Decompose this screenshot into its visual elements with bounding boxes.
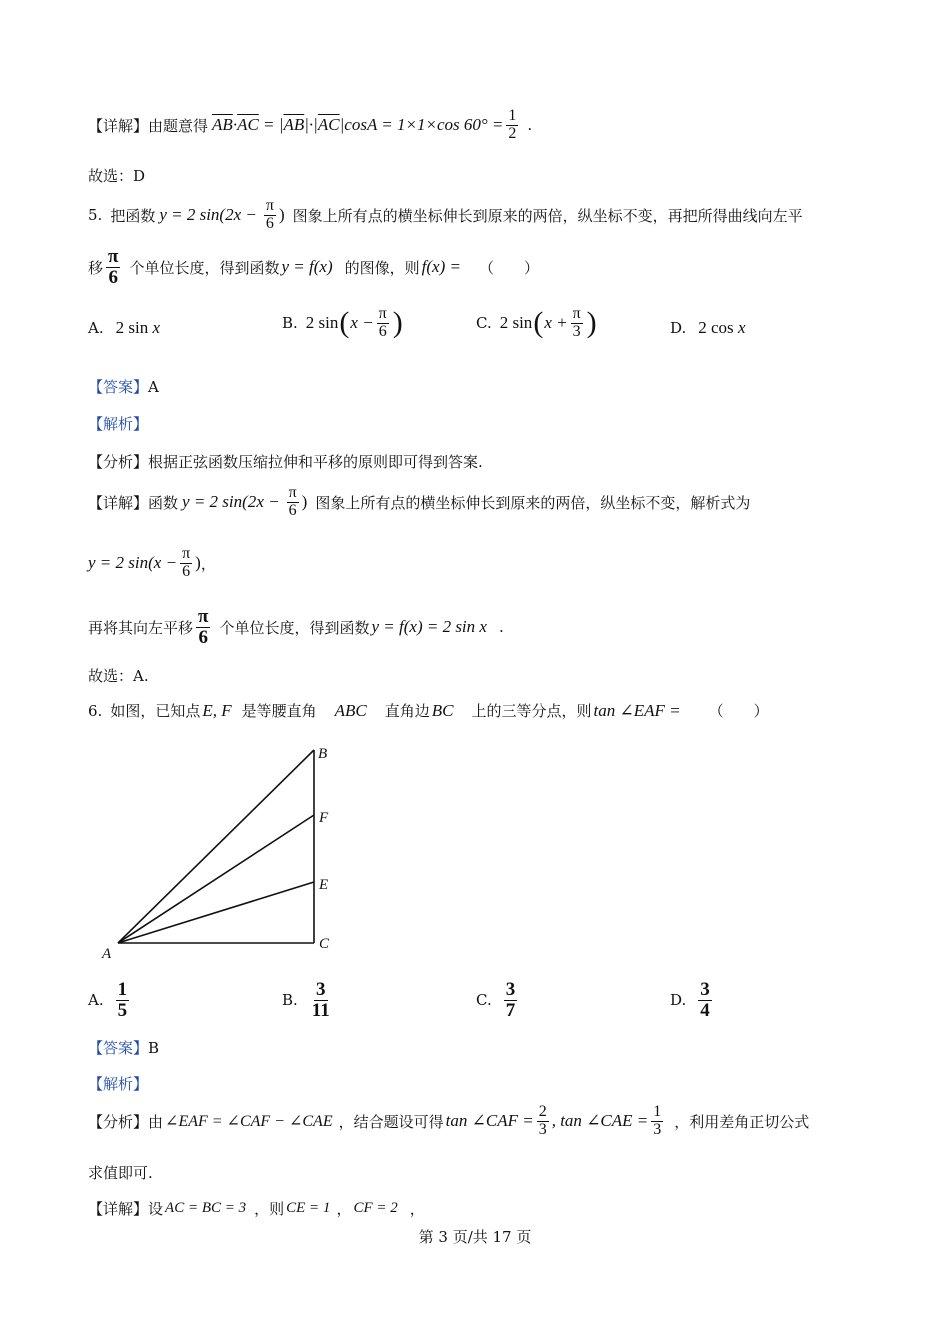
option-label: A.	[88, 319, 104, 337]
formula-dot-product: $\overline{AB}\cdot\overline{AC} = |\overline{AB}|\cdot|\overline{AC}|\cos A = 1\times 1\times\cos$ 60° =	[212, 115, 504, 135]
label-e: E	[319, 877, 329, 893]
q5-func: y = 2 sin(2x −	[159, 205, 257, 225]
q5-fx2: f(x) =	[421, 257, 461, 277]
q6-option-a[interactable]: A. $\frac{1}{5}$	[88, 979, 128, 1021]
fraction-pi-6: $\frac{\pi}{6}$	[182, 545, 191, 580]
q5-line2	[88, 247, 539, 288]
fraction-pi-6: $\frac{\pi}{6}$	[265, 197, 274, 232]
q6-option-c[interactable]: C. $\frac{3}{7}$	[476, 979, 516, 1021]
q6-line1: 6. 如图，已知点 E, F 是等腰直角 ABC 直角边 BC 上的三等分点，则 tan ∠EAF = （ ）	[88, 700, 769, 720]
q5-detail-line3: 再将其向左平移 $\frac{\pi}{6}$ 个单位长度，得到函数 y = f(x) = 2 sin x .	[88, 606, 504, 648]
triangle-figure	[96, 740, 366, 965]
q5-fenxi: 【分析】 根据正弦函数压缩拉伸和平移的原则即可得到答案.	[88, 453, 483, 471]
label-c: C	[319, 936, 330, 952]
fraction-one-half: $\frac{1}{2}$	[508, 107, 517, 142]
formula-end: .	[527, 116, 533, 135]
q5-text5: 的图像，则	[344, 258, 420, 277]
q6-option-d[interactable]: D. $\frac{3}{4}$	[670, 979, 710, 1021]
option-label: B.	[282, 314, 298, 333]
q6-analysis-label: 【解析】	[88, 1075, 149, 1093]
option-label: C.	[476, 314, 492, 333]
q5-paren: （ ）	[478, 258, 539, 277]
label-b: B	[318, 746, 328, 762]
segment-af	[118, 815, 314, 943]
segment-ab	[118, 750, 314, 943]
q5-detail-line2: y = 2 sin(x − $\frac{\pi}{6}$ ) ，	[88, 545, 216, 580]
q5-text3: 移	[88, 258, 104, 277]
q5-option-c[interactable]: C. 2 sin ( x + $\frac{\pi}{3}$ )	[476, 305, 597, 340]
detail-line-top	[88, 108, 532, 143]
option-label: D.	[670, 319, 687, 337]
q5-option-b[interactable]: B. 2 sin ( x − $\frac{\pi}{6}$ )	[282, 305, 403, 340]
q6-option-b[interactable]: B. $\frac{3}{11}$	[282, 979, 330, 1021]
q6-answer: 【答案】 B	[88, 1038, 160, 1057]
label-a: A	[102, 946, 112, 962]
fraction-pi-6: $\frac{\pi}{6}$	[198, 606, 209, 648]
q5-text4: 个单位长度，得到函数	[129, 258, 280, 277]
q6-fenxi-line2: 求值即可.	[88, 1164, 153, 1182]
detail-text: 由题意得	[148, 116, 209, 135]
page-footer: 第 3 页/共 17 页	[418, 1228, 532, 1246]
q5-text1: 把函数	[110, 206, 156, 225]
fraction-pi-6: $\frac{\pi}{6}$	[288, 484, 297, 519]
q6-detail-line: 【详解】 设 AC = BC = 3 ，则 CE = 1 ， CF = 2 ，	[88, 1200, 425, 1218]
fraction-one-third: $\frac{1}{3}$	[653, 1103, 662, 1138]
q5-fx: y = f(x)	[281, 257, 333, 277]
q5-analysis-label: 【解析】	[88, 415, 149, 433]
segment-ae	[118, 882, 314, 943]
q5-answer: 【答案】 A	[88, 377, 159, 396]
fraction-two-thirds: $\frac{2}{3}$	[538, 1103, 547, 1138]
label-f: F	[319, 810, 329, 826]
q5-number: 5.	[88, 206, 103, 225]
q5-choice: 故选：A.	[88, 667, 149, 685]
q5-option-d[interactable]: D. 2 cos x	[670, 318, 746, 337]
q5-detail-line1: 【详解】 函数 y = 2 sin(2x − $\frac{\pi}{6}$ ) 图象上所有点的横坐标伸长到原来的两倍，纵坐标不变，解析式为	[88, 484, 751, 519]
q5-option-a[interactable]: A. 2 sin x	[88, 318, 160, 337]
q5-text2: 图象上所有点的横坐标伸长到原来的两倍，纵坐标不变，再把所得曲线向左平	[292, 206, 803, 225]
q6-fenxi-line1: 【分析】 由 ∠EAF = ∠CAF − ∠CAE ，结合题设可得 tan ∠CAF = $\frac{2}{3}$ , tan ∠CAE = $\frac{1}{3}$ ，利用差角正切公式	[88, 1103, 810, 1138]
choice-d-line: 故选：D	[88, 167, 146, 185]
q5-line1: 5. 把函数 y = 2 sin(2x − $\frac{\pi}{6}$ ) 图象上所有点的横坐标伸长到原来的两倍，纵坐标不变，再把所得曲线向左平	[88, 197, 803, 232]
fraction-pi-6: $\frac{\pi}{6}$	[108, 246, 119, 288]
detail-label: 【详解】	[88, 116, 149, 135]
